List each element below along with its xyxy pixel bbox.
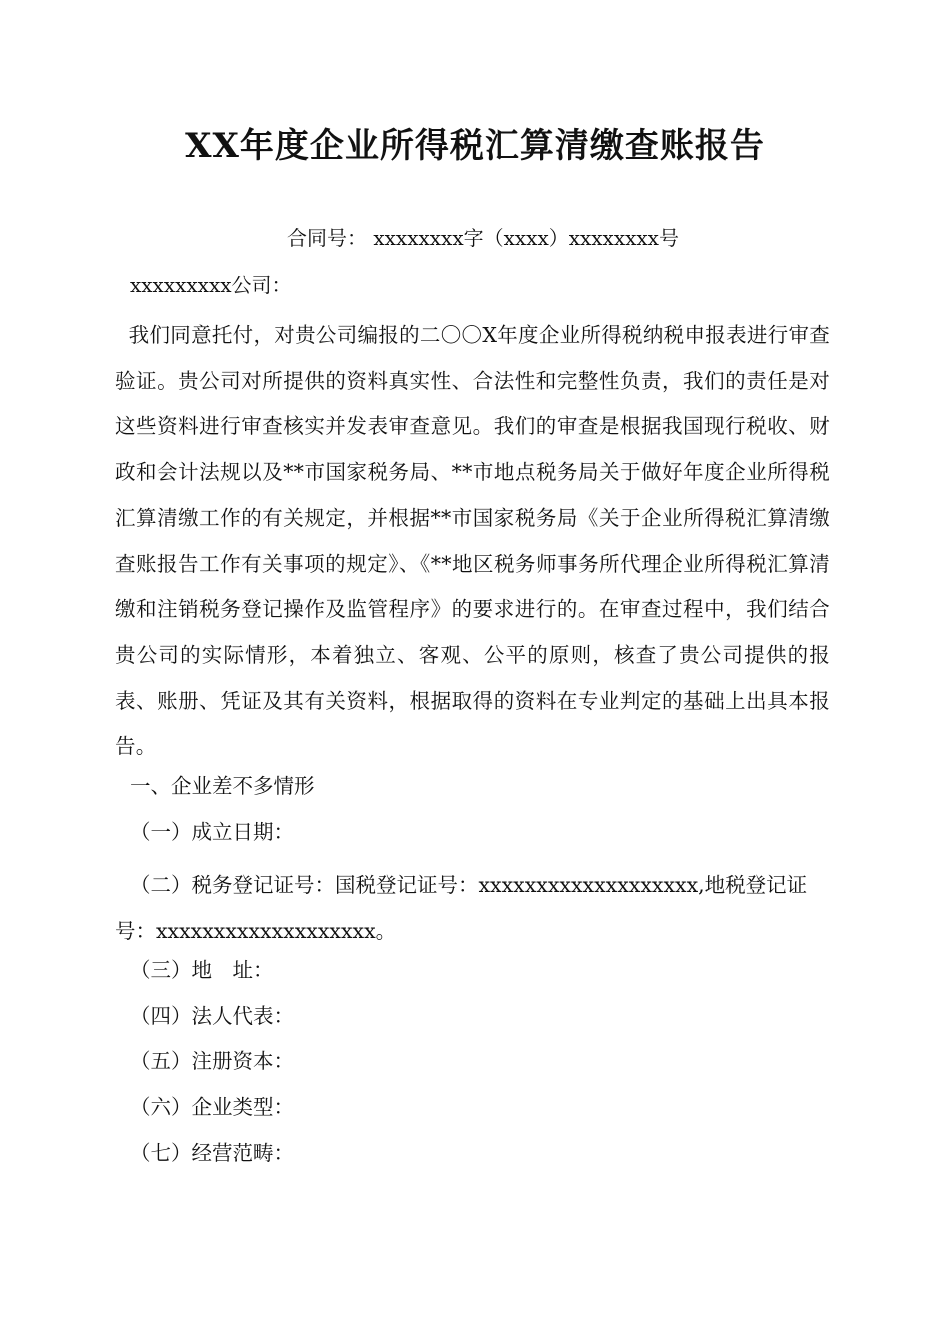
info-item-business-scope: （七）经营范畴：: [130, 1141, 294, 1165]
contract-number-line: 合同号： xxxxxxxx字（xxxx）xxxxxxxx号: [287, 226, 679, 250]
info-item-registered-capital: （五）注册资本：: [130, 1049, 294, 1073]
info-item-enterprise-type: （六）企业类型：: [130, 1095, 294, 1119]
info-item-founding-date: （一）成立日期：: [130, 820, 294, 844]
info-item-address: （三）地 址：: [130, 958, 274, 982]
info-item-tax-registration: （二）税务登记证号：国税登记证号：xxxxxxxxxxxxxxxxxxx,地税登记证号：xxxxxxxxxxxxxxxxxxx。: [115, 873, 808, 943]
document-title: XX年度企业所得税汇算清缴查账报告: [185, 126, 765, 166]
section-heading: 一、企业差不多情形: [130, 774, 315, 798]
body-paragraph: [115, 313, 830, 770]
info-item-legal-representative: （四）法人代表：: [130, 1004, 294, 1028]
body-paragraph-text: 我们同意托付，对贵公司编报的二〇〇X年度企业所得税纳税申报表进行审查验证。贵公司对所提供的资料真实性、合法性和完整性负责，我们的责任是对这些资料进行审查核实并发表审查意见。我们的审查是根据我国现行税收、财政和会计法规以及**市国家税务局、**市地点税务局关于做好年度企业所得税汇算清缴工作的有关规定，并根据**市国家税务局《关于企业所得税汇算清缴查账报告工作有关事项的规定》、《**地区税务师事务所代理企业所得税汇算清缴和注销税务登记操作及监管程序》的要求进行的。在审查过程中，我们结合贵公司的实际情形，本着独立、客观、公平的原则，核查了贵公司提供的报表、账册、凭证及其有关资料，根据取得的资料在专业判定的基础上出具本报告。: [115, 323, 830, 759]
body-paragraph-indent: [115, 323, 129, 347]
addressee-line: xxxxxxxxx公司：: [130, 273, 292, 297]
